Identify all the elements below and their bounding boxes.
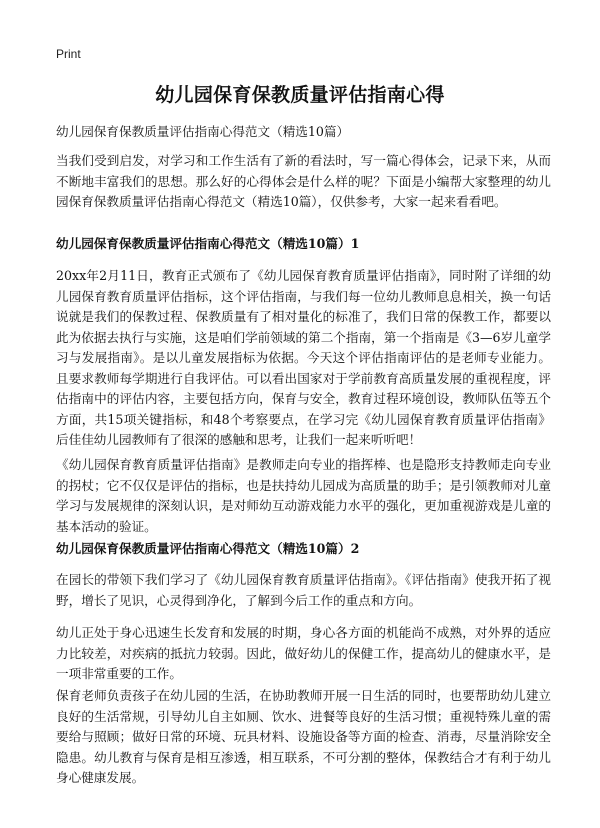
section-heading-2: 幼儿园保育保教质量评估指南心得范文（精选10篇）2 [56, 541, 360, 556]
section-2-paragraph-1: 在园长的带领下我们学习了《幼儿园保育教育质量评估指南》。《评估指南》使我开拓了视野，增长了见识，心灵得到净化，了解到今后工作的重点和方向。 [56, 572, 551, 608]
print-link[interactable]: Print [56, 47, 81, 61]
section-2-paragraph-2: 幼儿正处于身心迅速生长发育和发展的时期，身心各方面的机能尚不成熟，对外界的适应力比较差，对疾病的抵抗力较弱。因此，做好幼儿的保健工作，提高幼儿的健康水平，是一项非常重要的工作。 [56, 625, 551, 681]
section-heading-1: 幼儿园保育保教质量评估指南心得范文（精选10篇）1 [56, 236, 360, 251]
section-1-paragraph-1: 20xx年2月11日，教育正式颁布了《幼儿园保育教育质量评估指南》，同时附了详细的幼儿园保育教育质量评估指标，这个评估指南，与我们每一位幼儿教师息息相关，换一句话说就是我们的保教过程、保教质量有了相对量化的标准了，我们日常的保教工作，都要以此为依据去执行与实施，这是咱们学前领域的第二个指南，第一个指南是《3—6岁儿童学习与发展指南》。是以儿童发展指标为依据。今天这个评估指南评估的是老师专业能力。且要求教师每学期进行自我评估。可以看出国家对于学前教育高质量发展的重视程度，评估指南中的评估内容，主要包括方向，保育与安全，教育过程环境创设，教师队伍等五个方面，共15项关键指标，和48个考察要点，在学习完《幼儿园保育教育质量评估指南》后佳佳幼儿园教师有了很深的感触和思考，让我们一起来听听吧！ [56, 268, 551, 447]
document-subtitle: 幼儿园保育保教质量评估指南心得范文（精选10篇） [56, 124, 350, 139]
section-1-paragraph-2: 《幼儿园保育教育质量评估指南》是教师走向专业的指挥棒、也是隐形支持教师走向专业的拐杖；它不仅仅是评估的指标，也是扶持幼儿园成为高质量的助手；是引领教师对儿童学习与发展规律的深刻认识，是对师幼互动游戏能力水平的强化，更加重视游戏是儿童的基本活动的验证。 [56, 457, 551, 534]
document-title: 幼儿园保育保教质量评估指南心得 [155, 84, 445, 106]
section-2-paragraph-3: 保育老师负责孩子在幼儿园的生活，在协助教师开展一日生活的同时，也要帮助幼儿建立良好的生活常规，引导幼儿自主如厕、饮水、进餐等良好的生活习惯；重视特殊儿童的需要给与照顾；做好日常的环境、玩具材料、设施设备等方面的检查、消毒，尽量消除安全隐患。幼儿教育与保育是相互渗透，相互联系，不可分割的整体，保教结合才有利于幼儿身心健康发展。 [56, 688, 551, 785]
intro-paragraph: 当我们受到启发，对学习和工作生活有了新的看法时，写一篇心得体会，记录下来，从而不断地丰富我们的思想。那么好的心得体会是什么样的呢？下面是小编帮大家整理的幼儿园保育保教质量评估指南心得范文（精选10篇），仅供参考，大家一起来看看吧。 [56, 153, 551, 209]
